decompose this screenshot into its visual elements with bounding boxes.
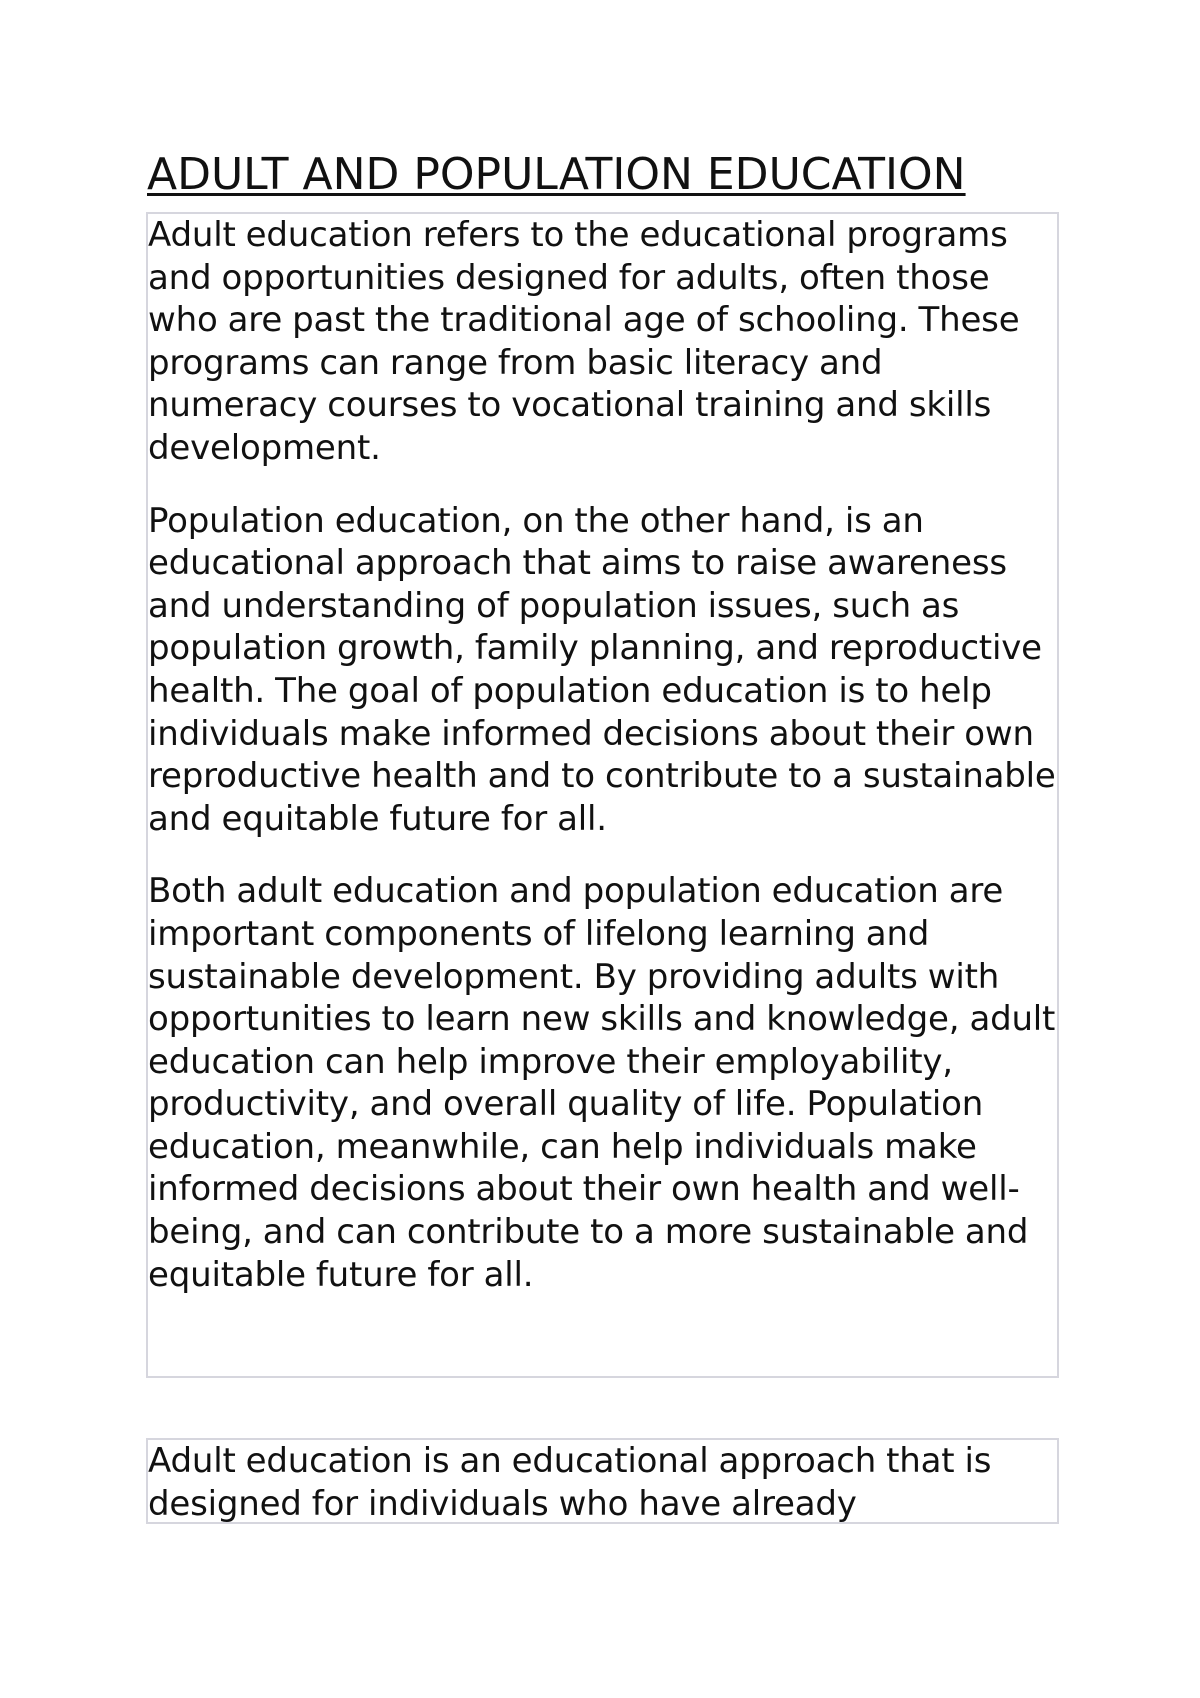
document-title: ADULT AND POPULATION EDUCATION xyxy=(147,149,966,200)
paragraph-adult-education-approach: Adult education is an educational approach that is designed for individuals who have already xyxy=(148,1441,992,1524)
text-box-adult-and-population-education xyxy=(146,212,1059,1378)
text-box-adult-education-continued xyxy=(146,1438,1059,1524)
paragraph-adult-education-definition: Adult education refers to the educational programs and opportunities designed for adults, often those who are past the traditional age of schooling. These programs can range from basic literacy and numeracy courses to vocational training and skills development. xyxy=(148,215,1020,468)
paragraph-importance-of-both: Both adult education and population education are important components of lifelong learning and sustainable development. By providing adults with opportunities to learn new skills and knowledge, adult education can help improve their employability, productivity, and overall quality of life. Population education, meanwhile, can help individuals make informed decisions about their own health and well-being, and can contribute to a more sustainable and equitable future for all. xyxy=(148,871,1056,1295)
paragraph-population-education-definition: Population education, on the other hand, is an educational approach that aims to raise awareness and understanding of population issues, such as population growth, family planning, and reproductive health. The goal of population education is to help individuals make informed decisions about their own reproductive health and to contribute to a sustainable and equitable future for all. xyxy=(148,500,1056,839)
